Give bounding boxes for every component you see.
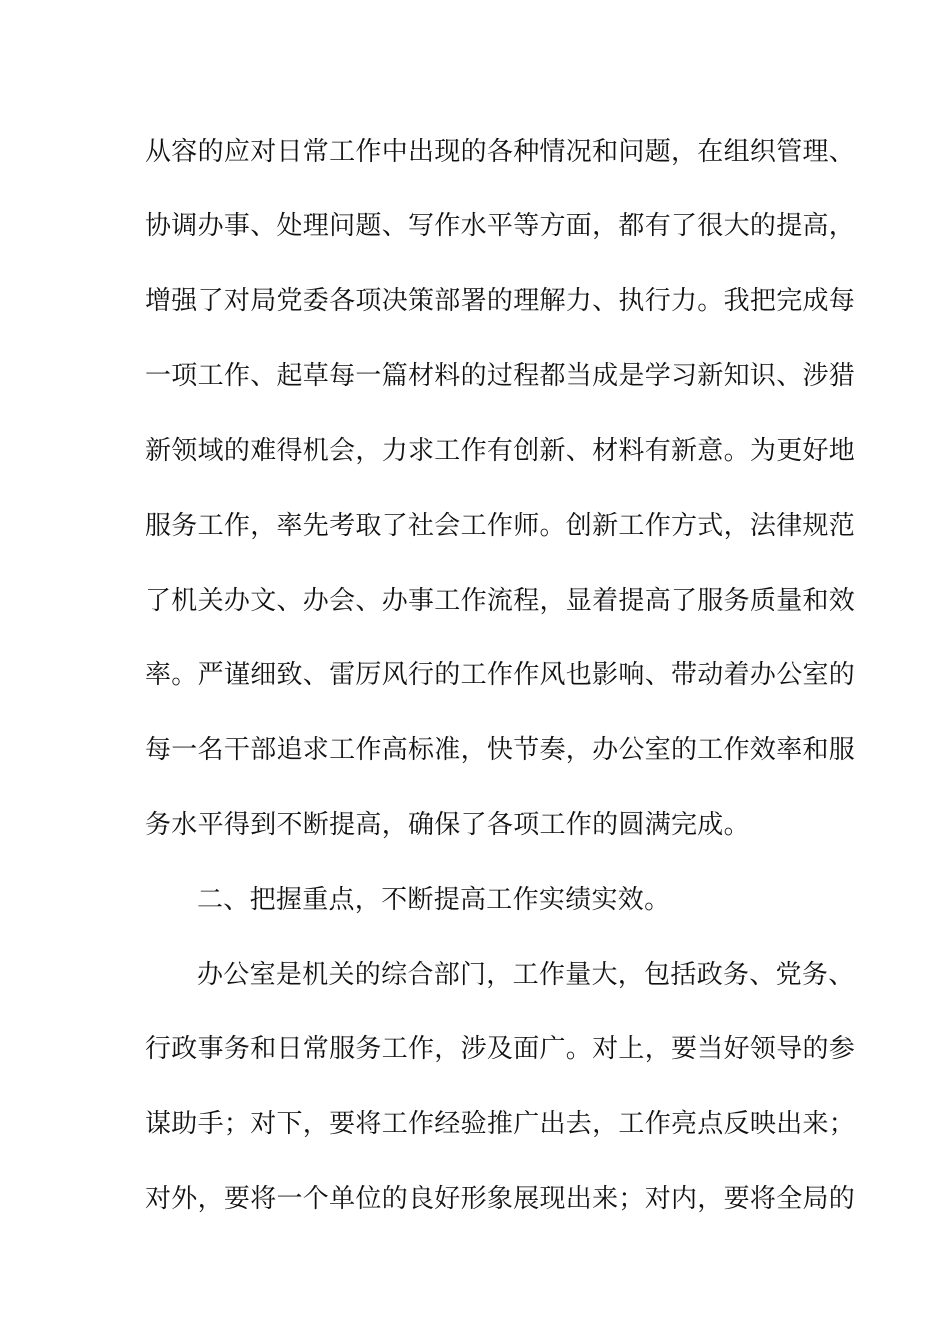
paragraph-line: 行政事务和日常服务工作，涉及面广。对上，要当好领导的参 bbox=[145, 1034, 856, 1064]
paragraph-line: 每一名干部追求工作高标准，快节奏，办公室的工作效率和服 bbox=[145, 735, 856, 765]
paragraph-line: 服务工作，率先考取了社会工作师。创新工作方式，法律规范 bbox=[145, 511, 856, 541]
paragraph-line: 新领域的难得机会，力求工作有创新、材料有新意。为更好地 bbox=[145, 436, 856, 466]
paragraph-line: 办公室是机关的综合部门，工作量大，包括政务、党务、 bbox=[197, 960, 855, 990]
paragraph-line: 一项工作、起草每一篇材料的过程都当成是学习新知识、涉猎 bbox=[145, 361, 856, 391]
paragraph-line: 增强了对局党委各项决策部署的理解力、执行力。我把完成每 bbox=[145, 286, 856, 316]
paragraph-line: 从容的应对日常工作中出现的各种情况和问题，在组织管理、 bbox=[145, 137, 856, 167]
paragraph-line: 协调办事、处理问题、写作水平等方面，都有了很大的提高， bbox=[145, 211, 856, 241]
section-heading: 二、把握重点，不断提高工作实绩实效。 bbox=[197, 885, 671, 915]
paragraph-line: 率。严谨细致、雷厉风行的工作作风也影响、带动着办公室的 bbox=[145, 660, 856, 690]
paragraph-line: 谋助手；对下，要将工作经验推广出去，工作亮点反映出来； bbox=[145, 1109, 856, 1139]
paragraph-line: 务水平得到不断提高，确保了各项工作的圆满完成。 bbox=[145, 810, 750, 840]
paragraph-line: 对外，要将一个单位的良好形象展现出来；对内，要将全局的 bbox=[145, 1184, 856, 1214]
paragraph-line: 了机关办文、办会、办事工作流程，显着提高了服务质量和效 bbox=[145, 586, 856, 616]
